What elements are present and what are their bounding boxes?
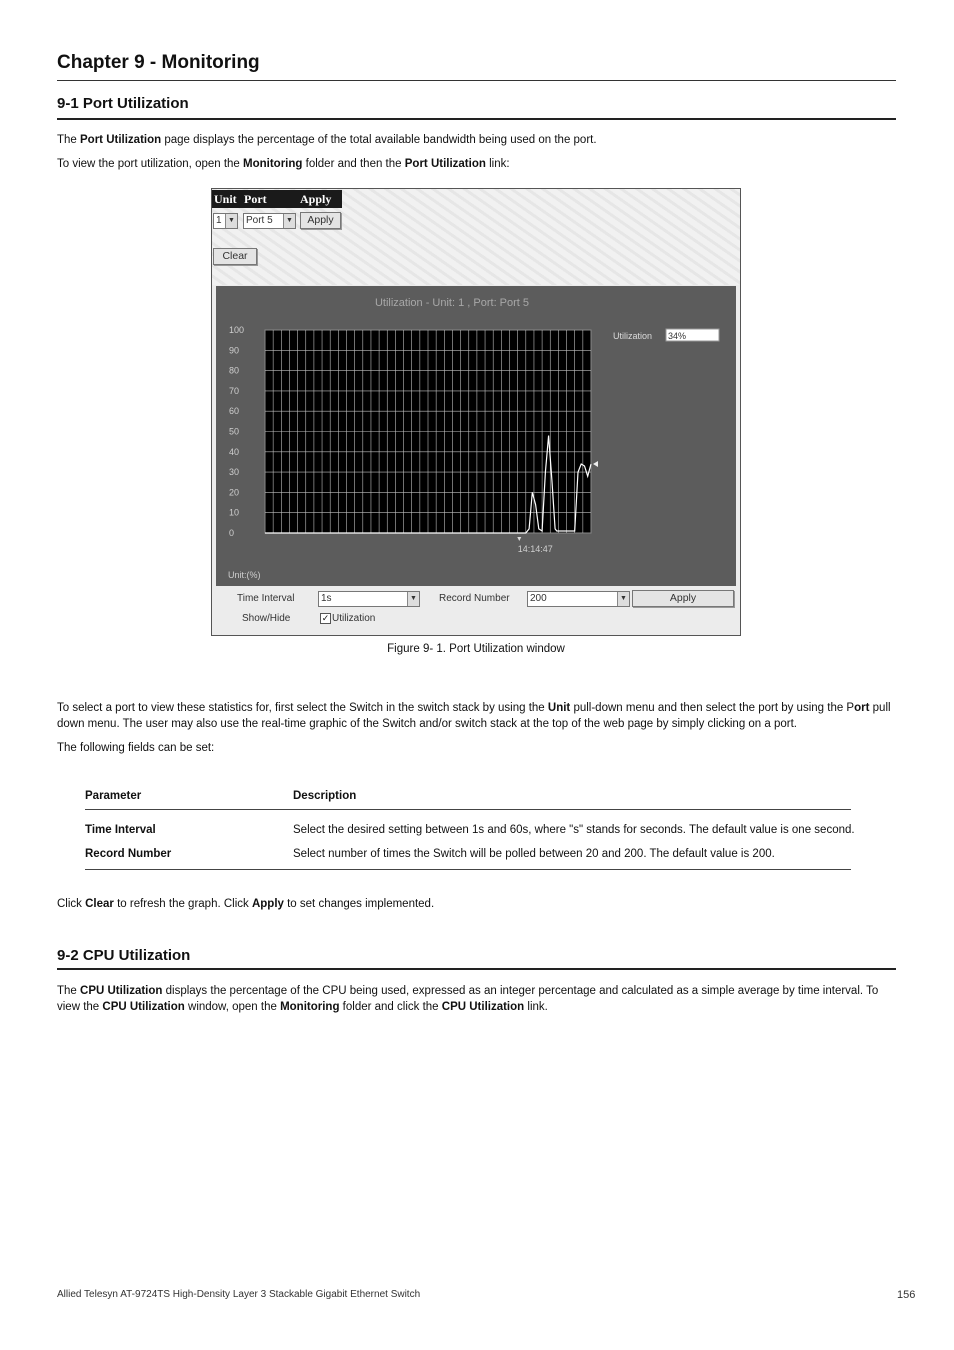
chapter-rule: [57, 80, 896, 81]
y-tick-label: 40: [229, 446, 240, 457]
record-number-label: Record Number: [439, 593, 510, 604]
apply-header: Apply: [298, 190, 342, 208]
chevron-down-icon: ▼: [617, 592, 629, 606]
utilization-checkbox-label: Utilization: [332, 613, 376, 624]
time-interval-select[interactable]: [318, 591, 420, 607]
emphasis-text: CPU Utilization: [80, 985, 163, 997]
y-tick-label: 80: [229, 365, 240, 376]
section-title-port-utilization: 9-1 Port Utilization: [57, 95, 189, 112]
table-row-param: Record Number: [85, 848, 172, 860]
record-number-select[interactable]: [527, 591, 630, 607]
y-tick-label: 0: [229, 528, 235, 538]
chevron-down-icon: ▼: [283, 214, 295, 228]
chevron-down-icon: ▼: [407, 592, 419, 606]
current-value-marker: [593, 461, 598, 467]
unit-header: Unit: [212, 190, 242, 208]
clear-apply-paragraph: [57, 897, 897, 913]
paragraph-text: to refresh the graph. Click: [113, 898, 252, 910]
y-tick-label: 60: [229, 406, 240, 417]
showhide-label: Show/Hide: [242, 613, 291, 624]
unit-select-value: 1: [216, 215, 222, 226]
paragraph-text: to set changes implemented.: [283, 898, 435, 910]
clear-button[interactable]: Clear: [213, 248, 257, 265]
unit-select[interactable]: [213, 213, 238, 229]
figure-caption: Figure 9- 1. Port Utilization window: [387, 643, 565, 655]
utilization-readout-value: 34%: [668, 331, 687, 341]
table-header-rule: [85, 809, 851, 810]
cpu-utilization-paragraph: [57, 984, 897, 1015]
y-axis-label: Unit:(%): [228, 570, 261, 580]
paragraph-text: displays the percentage of the CPU being used, expressed as an integer percentage and calculated as a simple average by time interval. To view the: [57, 985, 879, 1013]
paragraph-text: folder and then the: [302, 158, 405, 170]
table-header-parameter: Parameter: [85, 790, 142, 802]
y-tick-label: 90: [229, 345, 240, 356]
time-marker: [517, 537, 521, 541]
chart-settings-panel: [216, 589, 736, 631]
section-title-cpu-utilization: 9-2 CPU Utilization: [57, 947, 191, 964]
paragraph-text: To view the port utilization, open the: [57, 158, 244, 170]
page-number: 156: [897, 1289, 916, 1301]
port-utilization-intro: [57, 133, 897, 149]
table-header-description: Description: [293, 790, 357, 802]
chevron-down-icon: ▼: [225, 214, 237, 228]
port-header: Port: [242, 190, 298, 208]
utilization-readout-label: Utilization: [613, 331, 653, 341]
chart-title: Utilization - Unit: 1 , Port: Port 5: [374, 297, 530, 309]
paragraph-text: To select a port to view these statistics for, first select the Switch in the switch stack by using the: [57, 702, 548, 714]
emphasis-text: Port Utilization: [404, 158, 486, 170]
select-port-paragraph: [57, 701, 897, 732]
paragraph-text: window, open the: [184, 1000, 281, 1013]
time-interval-label: Time Interval: [237, 593, 295, 604]
table-row-param: Time Interval: [85, 824, 156, 836]
emphasis-text: Monitoring: [243, 158, 303, 170]
chapter-title: Chapter 9 - Monitoring: [57, 52, 260, 73]
emphasis-text: Clear: [85, 898, 114, 910]
table-row-desc: Select number of times the Switch will be polled between 20 and 200. The default value is 200.: [293, 848, 775, 860]
utilization-chart-panel: [216, 286, 736, 586]
paragraph-text: pull down menu. The user may also use the real-time graphic of the Switch and/or switch stack at the top of the web page by simply clicking on a port.: [57, 702, 891, 730]
paragraph-text: page displays the percentage of the total available bandwidth being used on the port.: [161, 134, 597, 146]
y-tick-label: 20: [229, 487, 240, 498]
fields-intro: The following fields can be set:: [57, 742, 215, 754]
utilization-checkbox[interactable]: ✓: [321, 613, 330, 623]
paragraph-text: The: [57, 134, 81, 146]
record-number-value: 200: [530, 593, 547, 604]
paragraph-text: pull-down menu and then select the port by using the P: [570, 702, 855, 714]
table-row-desc: Select the desired setting between 1s and 60s, where "s" stands for seconds. The default value is one second.: [293, 824, 855, 836]
section-rule: [57, 118, 896, 120]
table-bottom-rule: [85, 869, 851, 870]
time-label: 14:14:47: [517, 544, 553, 554]
port-select[interactable]: [243, 213, 296, 229]
paragraph-text: folder and click the: [339, 1000, 442, 1013]
y-tick-label: 10: [229, 507, 240, 518]
emphasis-text: ort: [854, 702, 870, 714]
utilization-chart: [216, 286, 736, 586]
y-tick-label: 30: [229, 467, 240, 478]
apply-button[interactable]: Apply: [300, 212, 341, 229]
section-rule: [57, 968, 896, 970]
apply-settings-button[interactable]: Apply: [632, 590, 734, 607]
emphasis-text: Port Utilization: [80, 134, 162, 146]
emphasis-text: CPU Utilization: [102, 1000, 185, 1013]
emphasis-text: Apply: [251, 898, 284, 910]
time-interval-value: 1s: [321, 593, 332, 604]
footer-product-name: Allied Telesyn AT-9724TS High-Density Layer 3 Stackable Gigabit Ethernet Switch: [57, 1289, 421, 1300]
paragraph-text: link.: [524, 1000, 548, 1013]
paragraph-text: The: [57, 985, 81, 997]
y-tick-label: 50: [229, 426, 240, 437]
emphasis-text: CPU Utilization: [441, 1000, 525, 1013]
y-tick-label: 70: [229, 385, 240, 396]
emphasis-text: Unit: [547, 702, 571, 714]
paragraph-text: link:: [485, 158, 510, 170]
port-utilization-howto: [57, 157, 897, 173]
port-select-value: Port 5: [246, 215, 273, 226]
paragraph-text: Click: [57, 898, 86, 910]
y-tick-label: 100: [229, 325, 245, 335]
emphasis-text: Monitoring: [280, 1000, 340, 1013]
port-utilization-window: [211, 188, 741, 636]
